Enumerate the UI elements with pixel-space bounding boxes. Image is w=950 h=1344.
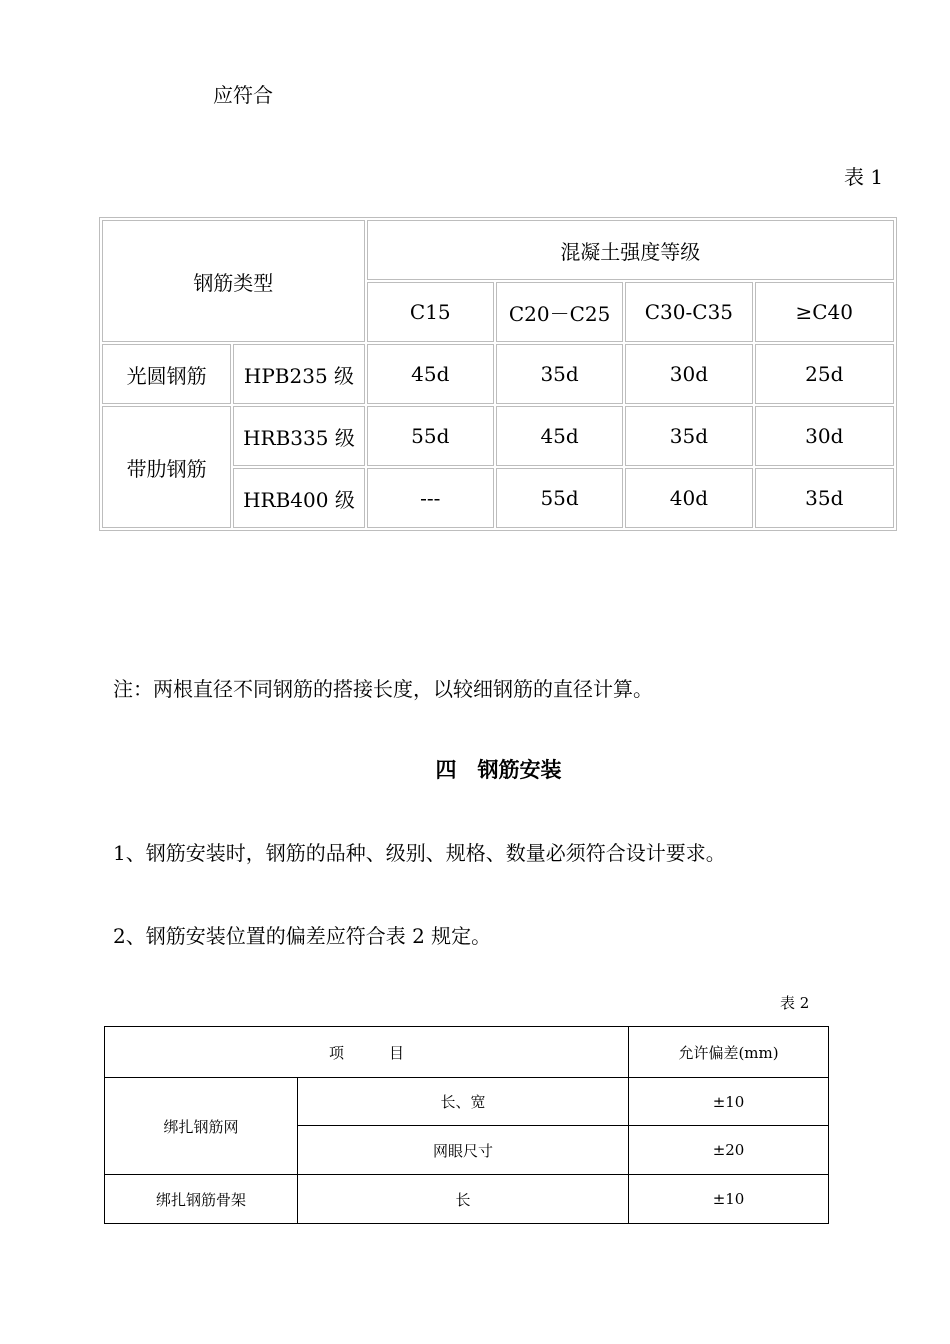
table-cell: 45d [496,406,623,466]
lead-text: 应符合 [213,83,273,107]
paragraph: 1、钢筋安装时，钢筋的品种、级别、规格、数量必须符合设计要求。 [113,841,726,865]
note-text: 注：两根直径不同钢筋的搭接长度，以较细钢筋的直径计算。 [113,677,653,701]
steel-grade-label: HPB235 级 [233,344,364,404]
rebar-type-header: 钢筋类型 [102,220,365,342]
table-cell: 30d [625,344,752,404]
item-label: 长 [298,1175,629,1224]
grade-header: ≥C40 [755,282,894,342]
installation-tolerance-table [104,1026,829,1224]
concrete-grade-header: 混凝土强度等级 [367,220,894,280]
item-header: 项 目 [105,1027,629,1078]
lap-length-table [99,217,897,531]
table-cell: 35d [755,468,894,528]
row-group-label: 带肋钢筋 [102,406,231,528]
table-cell: 30d [755,406,894,466]
steel-grade-label: HRB335 级 [233,406,364,466]
grade-header: C30-C35 [625,282,752,342]
row-group-label: 光圆钢筋 [102,344,231,404]
section-heading: 四 钢筋安装 [435,758,562,782]
table1-caption: 表 1 [844,165,884,189]
table-cell: 35d [625,406,752,466]
table-cell: 40d [625,468,752,528]
table-cell: 35d [496,344,623,404]
item-label: 长、宽 [298,1078,629,1126]
table-cell: 45d [367,344,494,404]
table-cell: --- [367,468,494,528]
tolerance-value: ±20 [629,1126,829,1175]
tolerance-value: ±10 [629,1175,829,1224]
grade-header: C20－C25 [496,282,623,342]
row-group-label: 绑扎钢筋骨架 [105,1175,298,1224]
table-cell: 55d [367,406,494,466]
tolerance-header: 允许偏差(mm) [629,1027,829,1078]
item-label: 网眼尺寸 [298,1126,629,1175]
table2-caption: 表 2 [780,994,810,1012]
paragraph: 2、钢筋安装位置的偏差应符合表 2 规定。 [113,924,492,948]
grade-header: C15 [367,282,494,342]
tolerance-value: ±10 [629,1078,829,1126]
table-cell: 55d [496,468,623,528]
row-group-label: 绑扎钢筋网 [105,1078,298,1175]
steel-grade-label: HRB400 级 [233,468,364,528]
table-cell: 25d [755,344,894,404]
